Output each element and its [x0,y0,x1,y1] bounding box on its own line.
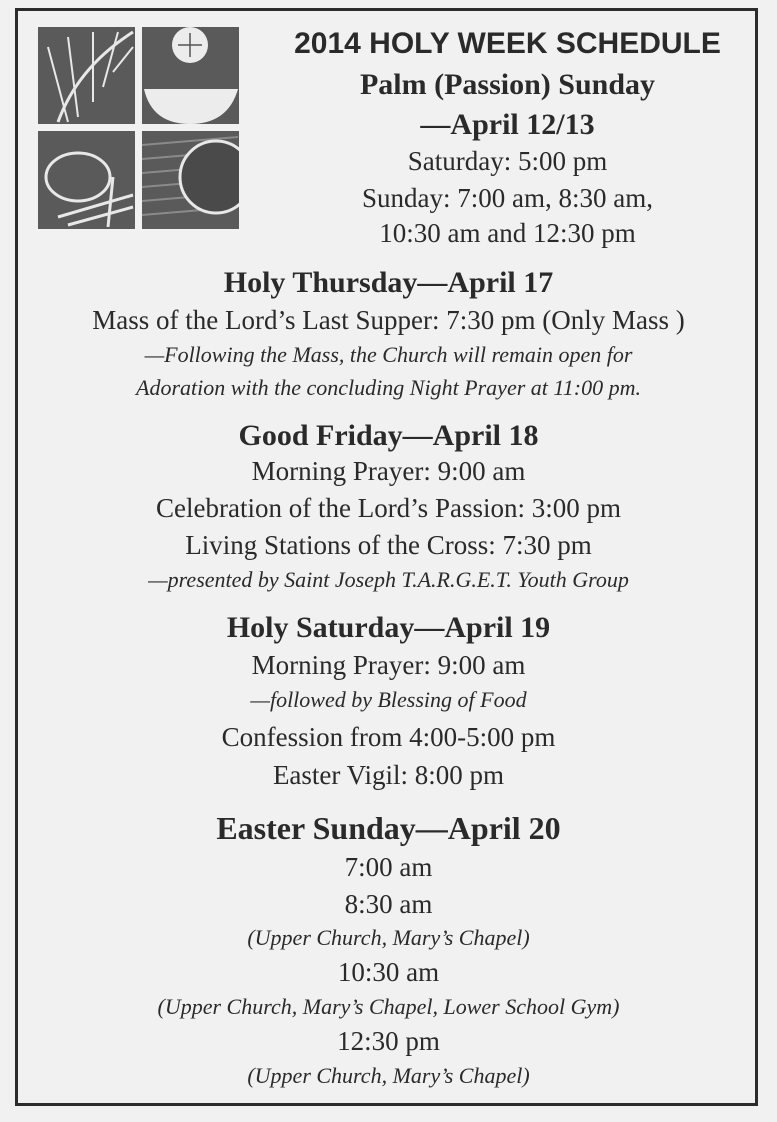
friday-passion: Celebration of the Lord’s Passion: 3:00 pm [156,493,621,523]
palm-saturday-time: Saturday: 5:00 pm [407,146,608,176]
friday-note: —presented by Saint Joseph T.A.R.G.E.T. Youth Group [148,567,629,592]
thursday-note-2: Adoration with the concluding Night Prayer at 11:00 pm. [136,375,641,400]
schedule-title: 2014 HOLY WEEK SCHEDULE [294,27,721,60]
easter-time-4: 12:30 pm [337,1026,440,1056]
palm-sunday-times-2: 10:30 am and 12:30 pm [379,218,636,248]
palm-sunday-heading: Palm (Passion) Sunday [359,68,656,101]
good-friday-heading: Good Friday—April 18 [238,419,539,452]
holy-thursday-heading: Holy Thursday—April 17 [223,266,554,299]
crown-of-thorns-icon [38,131,135,229]
easter-time-2-location: (Upper Church, Mary’s Chapel) [247,925,530,950]
saturday-confession: Confession from 4:00-5:00 pm [221,722,556,752]
easter-time-4-location: (Upper Church, Mary’s Chapel) [247,1063,530,1088]
saturday-easter-vigil: Easter Vigil: 8:00 pm [272,760,505,790]
easter-time-3-location: (Upper Church, Mary’s Chapel, Lower School Gym) [157,994,620,1019]
palm-sunday-date: —April 12/13 [420,108,595,141]
easter-time-3: 10:30 am [337,957,440,987]
saturday-morning-prayer: Morning Prayer: 9:00 am [251,650,526,680]
thursday-note-1: —Following the Mass, the Church will remain open for [144,342,633,367]
easter-sunday-heading: Easter Sunday—April 20 [216,810,561,846]
saturday-note: —followed by Blessing of Food [250,687,527,712]
friday-morning-prayer: Morning Prayer: 9:00 am [251,456,526,486]
thursday-mass-line: Mass of the Lord’s Last Supper: 7:30 pm (Only Mass ) [92,305,685,335]
easter-time-1: 7:00 am [344,852,433,882]
holy-week-symbols-logo [38,27,239,229]
holy-saturday-heading: Holy Saturday—April 19 [226,611,551,644]
friday-stations: Living Stations of the Cross: 7:30 pm [185,530,592,560]
palm-sunday-times: Sunday: 7:00 am, 8:30 am, [362,183,653,213]
easter-time-2: 8:30 am [344,889,433,919]
